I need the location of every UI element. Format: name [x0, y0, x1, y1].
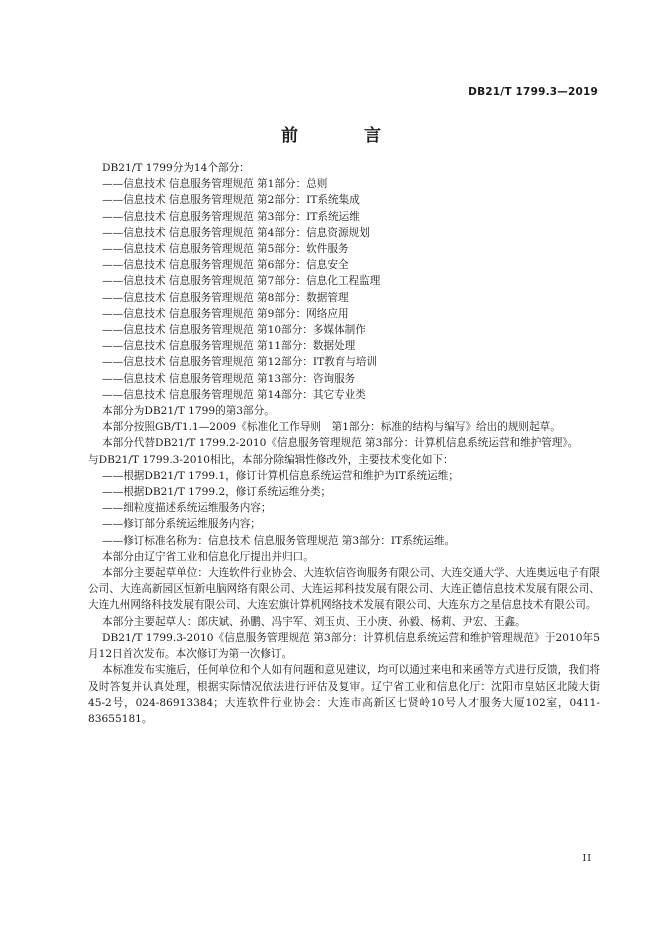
document-body	[88, 160, 600, 727]
list-item: ——信息技术 信息服务管理规范 第8部分：数据管理	[102, 291, 349, 304]
list-item: ——根据DB21/T 1799.1，修订计算机信息系统运营和维护为IT系统运维；	[102, 469, 459, 482]
replacement-statement: 本部分代替DB21/T 1799.2-2010《信息服务管理规范 第3部分：计算机信息系统运营和维护管理》。	[102, 437, 579, 450]
drafting-rules: 本部分按照GB/T1.1—2009《标准化工作导则 第1部分：标准的结构与编写》给出的规则起草。	[102, 421, 561, 434]
list-item: ——信息技术 信息服务管理规范 第2部分：IT系统集成	[102, 194, 360, 207]
this-part-statement: 本部分为DB21/T 1799的第3部分。	[102, 405, 275, 418]
list-item: ——信息技术 信息服务管理规范 第1部分：总则	[102, 178, 328, 191]
list-item: ——信息技术 信息服务管理规范 第5部分：软件服务	[102, 243, 349, 256]
list-item: ——信息技术 信息服务管理规范 第14部分：其它专业类	[102, 388, 366, 401]
parts-count: DB21/T 1799分为14个部分：	[102, 162, 250, 174]
standard-code: DB21/T 1799.3—2019	[468, 86, 598, 98]
proposer-statement: 本部分由辽宁省工业和信息化厅提出并归口。	[102, 550, 314, 563]
list-item: ——信息技术 信息服务管理规范 第13部分：咨询服务	[102, 372, 356, 385]
replacement-comparison: 与DB21/T 1799.3-2010相比，本部分除编辑性修改外，主要技术变化如下：	[88, 453, 454, 466]
drafters-paragraph: 本部分主要起草人：郎庆斌、孙鹏、冯宇军、刘玉贞、王小庚、孙毅、杨莉、尹宏、王鑫。	[102, 615, 526, 628]
drafting-units-paragraph: 本部分主要起草单位：大连软件行业协会、大连软信咨询服务有限公司、大连交通大学、大连奥远电子有限公司、大连高新园区恒新电脑网络有限公司、大连运邦科技发展有限公司、大连正德信息技术发展有限公司、大连九州网络科技发展有限公司、大连宏旗计算机网络技术发展有限公司、大连东方之星信息技术有限公司。	[88, 567, 600, 612]
list-item: ——信息技术 信息服务管理规范 第3部分：IT系统运维	[102, 210, 360, 223]
list-item: ——信息技术 信息服务管理规范 第7部分：信息化工程监理	[102, 275, 381, 288]
list-item: ——细粒度描述系统运维服务内容；	[102, 502, 272, 515]
list-item: ——修订标准名称为：信息技术 信息服务管理规范 第3部分：IT系统运维。	[102, 534, 456, 547]
list-item: ——信息技术 信息服务管理规范 第4部分：信息资源规划	[102, 226, 370, 239]
list-item: ——信息技术 信息服务管理规范 第9部分：网络应用	[102, 307, 349, 320]
list-item: ——信息技术 信息服务管理规范 第10部分：多媒体制作	[102, 324, 366, 337]
list-item: ——根据DB21/T 1799.2，修订系统运维分类；	[102, 486, 332, 499]
list-item: ——信息技术 信息服务管理规范 第11部分：数据处理	[102, 340, 356, 353]
list-item: ——修订部分系统运维服务内容；	[102, 518, 261, 531]
page-number: II	[582, 853, 592, 864]
list-item: ——信息技术 信息服务管理规范 第6部分：信息安全	[102, 259, 349, 272]
list-item: ——信息技术 信息服务管理规范 第12部分：IT教育与培训	[102, 356, 378, 369]
feedback-paragraph: 本标准发布实施后，任何单位和个人如有问题和意见建议，均可以通过来电和来函等方式进行反馈，我们将及时答复并认真处理，根据实际情况依法进行评估及复审。辽宁省工业和信息化厅：沈阳市皇姑区北陵大街45-2号，024-86913384；大连软件行业协会：大连市高新区七贤岭10号人才服务大厦102室，0411-83655181。	[88, 664, 600, 725]
page-title: 前 言	[281, 126, 411, 146]
history-paragraph: DB21/T 1799.3-2010《信息服务管理规范 第3部分：计算机信息系统运营和维护管理规范》于2010年5月12日首次发布。本次修订为第一次修订。	[88, 631, 600, 661]
